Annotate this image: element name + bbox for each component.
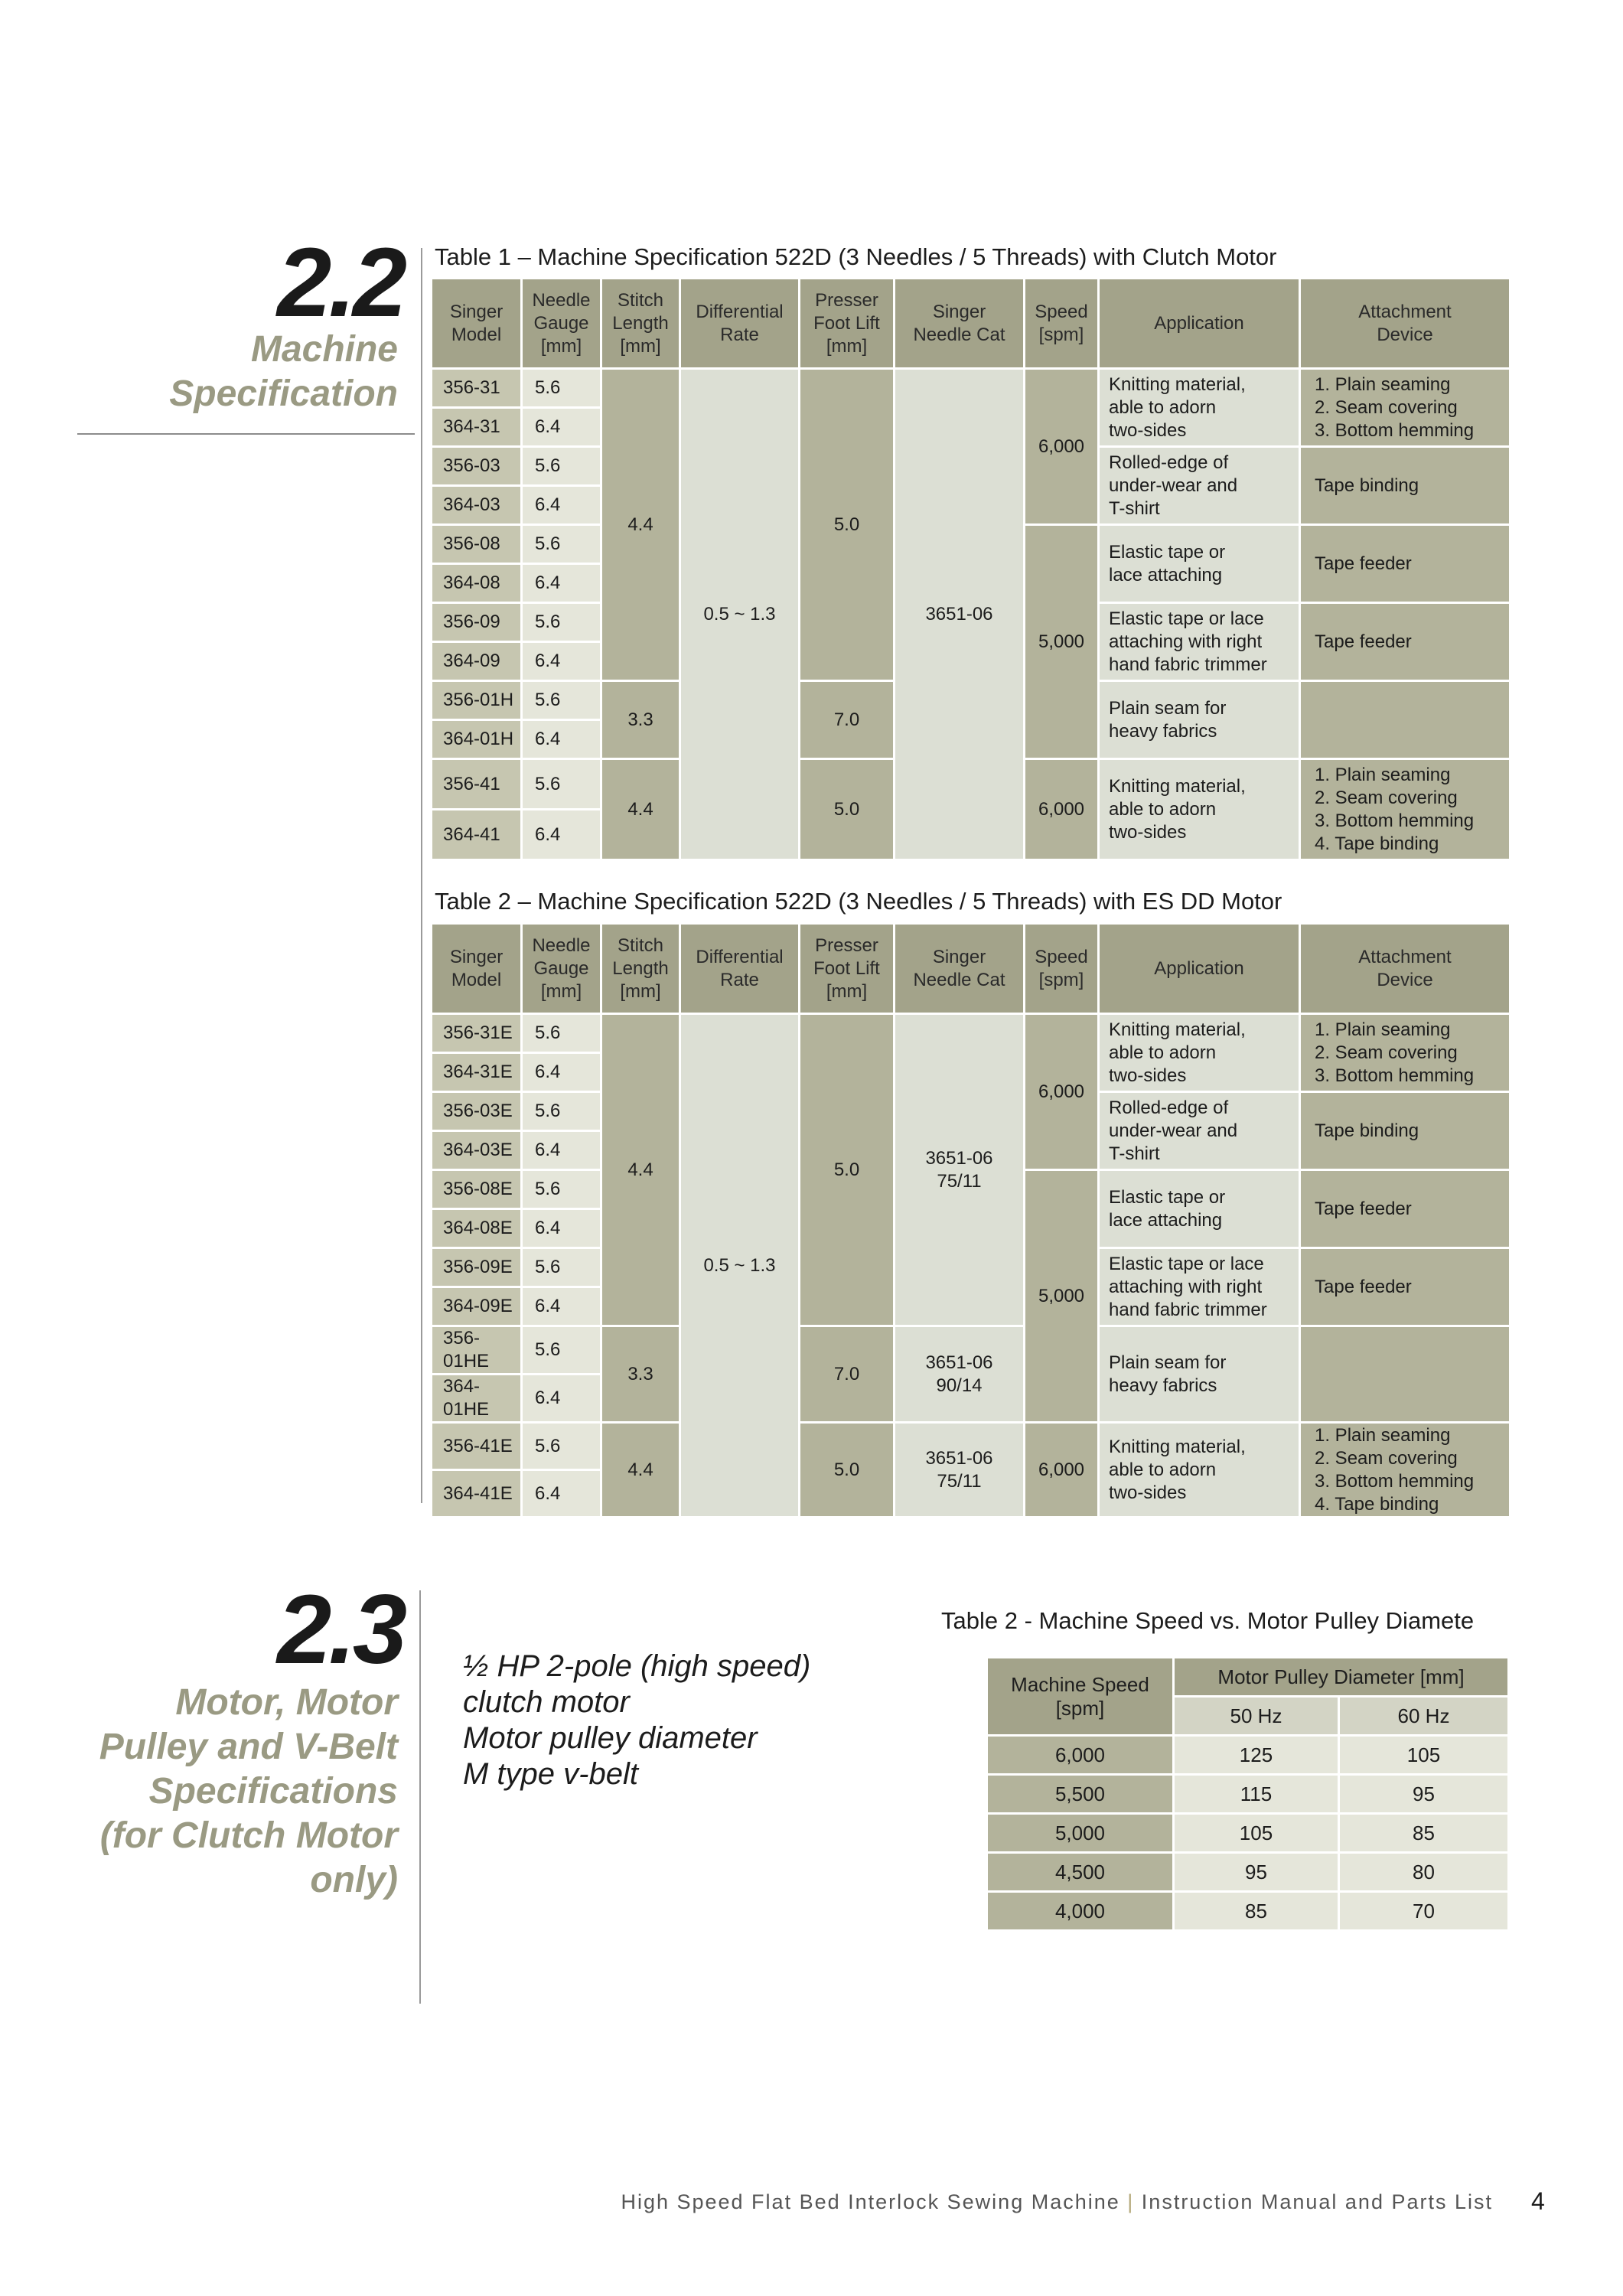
- attachment-cell: Tape binding: [1300, 1092, 1511, 1170]
- gauge-cell: 6.4: [522, 1470, 601, 1518]
- table-row: [987, 1736, 1509, 1775]
- application-cell: Knitting material, able to adorn two-sides: [1099, 1014, 1300, 1092]
- table-row: [432, 1014, 1511, 1053]
- model-cell: 356-41E: [432, 1423, 522, 1470]
- gauge-cell: 5.6: [522, 681, 601, 720]
- diff-cell: 0.5 ~ 1.3: [680, 369, 800, 860]
- hz50-cell: 95: [1174, 1853, 1339, 1892]
- model-cell: 356-09E: [432, 1248, 522, 1287]
- gauge-cell: 6.4: [522, 408, 601, 447]
- header-diff: Differential Rate: [680, 279, 800, 369]
- speed-cell: 6,000: [1025, 369, 1099, 525]
- hz60-cell: 105: [1339, 1736, 1509, 1775]
- header-speed: Speed [spm]: [1025, 279, 1099, 369]
- speed-cell: 5,500: [987, 1775, 1174, 1814]
- speed-cell: 4,000: [987, 1892, 1174, 1931]
- speed-cell: 5,000: [1025, 1170, 1099, 1423]
- model-cell: 364-09: [432, 642, 522, 681]
- table2: [430, 922, 1511, 1518]
- hz60-cell: 95: [1339, 1775, 1509, 1814]
- attachment-cell: Tape feeder: [1300, 603, 1511, 681]
- attachment-cell: Tape feeder: [1300, 525, 1511, 603]
- attachment-cell: 1. Plain seaming 2. Seam covering 3. Bottom hemming: [1300, 1014, 1511, 1092]
- gauge-cell: 5.6: [522, 603, 601, 642]
- motor-spec-text: [463, 1649, 810, 1792]
- speed-cell: 5,000: [1025, 525, 1099, 759]
- header-presser: Presser Foot Lift [mm]: [800, 279, 895, 369]
- footer-separator: |: [1119, 2190, 1142, 2213]
- table-row: [987, 1853, 1509, 1892]
- header-pulley-diameter: Motor Pulley Diameter [mm]: [1174, 1658, 1509, 1697]
- needlecat-cell: 3651-06: [895, 369, 1025, 860]
- application-cell: Elastic tape or lace attaching with right hand fabric trimmer: [1099, 603, 1300, 681]
- hz50-cell: 105: [1174, 1814, 1339, 1853]
- section-divider-2-3: [419, 1590, 421, 2004]
- footer-title: High Speed Flat Bed Interlock Sewing Machine: [621, 2190, 1120, 2213]
- table-row: [432, 1423, 1511, 1470]
- header-stitch: Stitch Length [mm]: [601, 279, 680, 369]
- table-row: [987, 1775, 1509, 1814]
- needlecat-cell: 3651-06 75/11: [895, 1014, 1025, 1326]
- model-cell: 364-01H: [432, 720, 522, 759]
- attachment-cell: [1300, 1326, 1511, 1423]
- table1-header-row: [432, 279, 1511, 369]
- stitch-cell: 4.4: [601, 759, 680, 860]
- section-title: Motor, Motor Pulley and V-Belt Specifications (for Clutch Motor only): [99, 1682, 398, 1900]
- attachment-cell: Tape binding: [1300, 447, 1511, 525]
- gauge-cell: 6.4: [522, 1209, 601, 1248]
- header-attachment: Attachment Device: [1300, 924, 1511, 1014]
- gauge-cell: 6.4: [522, 564, 601, 603]
- hz60-cell: 70: [1339, 1892, 1509, 1931]
- application-cell: Elastic tape or lace attaching: [1099, 525, 1300, 603]
- section-title: Machine Specification: [169, 329, 398, 414]
- hz60-cell: 80: [1339, 1853, 1509, 1892]
- model-cell: 364-31E: [432, 1053, 522, 1092]
- table-row: [987, 1814, 1509, 1853]
- gauge-cell: 5.6: [522, 1014, 601, 1053]
- header-presser: Presser Foot Lift [mm]: [800, 924, 895, 1014]
- application-cell: Plain seam for heavy fabrics: [1099, 1326, 1300, 1423]
- gauge-cell: 6.4: [522, 642, 601, 681]
- hz50-cell: 125: [1174, 1736, 1339, 1775]
- model-cell: 356-01H: [432, 681, 522, 720]
- section-underline: [77, 433, 415, 435]
- application-cell: Knitting material, able to adorn two-sides: [1099, 759, 1300, 860]
- stitch-cell: 3.3: [601, 1326, 680, 1423]
- header-needlecat: Singer Needle Cat: [895, 279, 1025, 369]
- gauge-cell: 6.4: [522, 1131, 601, 1170]
- speed-cell: 6,000: [1025, 1014, 1099, 1170]
- attachment-cell: Tape feeder: [1300, 1170, 1511, 1248]
- gauge-cell: 5.6: [522, 369, 601, 408]
- speed-pulley-table: [986, 1656, 1510, 1932]
- model-cell: 364-08: [432, 564, 522, 603]
- stitch-cell: 4.4: [601, 1014, 680, 1326]
- model-cell: 364-03E: [432, 1131, 522, 1170]
- section-number: 2.3: [277, 1575, 404, 1684]
- motor-line: clutch motor: [463, 1685, 630, 1719]
- header-stitch: Stitch Length [mm]: [601, 924, 680, 1014]
- gauge-cell: 5.6: [522, 1326, 601, 1375]
- model-cell: 356-03: [432, 447, 522, 486]
- motor-line: ½ HP 2-pole (high speed): [463, 1649, 811, 1683]
- gauge-cell: 6.4: [522, 1053, 601, 1092]
- section-2-2-label: [0, 230, 404, 429]
- model-cell: 356-31E: [432, 1014, 522, 1053]
- header-60hz: 60 Hz: [1339, 1697, 1509, 1736]
- gauge-cell: 6.4: [522, 810, 601, 860]
- section-divider-2-2: [421, 248, 422, 1503]
- table1: [430, 277, 1511, 861]
- needlecat-cell: 3651-06 75/11: [895, 1423, 1025, 1518]
- presser-cell: 5.0: [800, 1423, 895, 1518]
- attachment-cell: 1. Plain seaming 2. Seam covering 3. Bottom hemming 4. Tape binding: [1300, 1423, 1511, 1518]
- attachment-cell: Tape feeder: [1300, 1248, 1511, 1326]
- presser-cell: 5.0: [800, 759, 895, 860]
- header-gauge: Needle Gauge [mm]: [522, 924, 601, 1014]
- header-application: Application: [1099, 279, 1300, 369]
- footer-subtitle: Instruction Manual and Parts List: [1141, 2190, 1493, 2213]
- model-cell: 356-03E: [432, 1092, 522, 1131]
- table2-caption: Table 2 – Machine Specification 522D (3 Needles / 5 Threads) with ES DD Motor: [435, 888, 1282, 915]
- model-cell: 364-41: [432, 810, 522, 860]
- header-application: Application: [1099, 924, 1300, 1014]
- speed-cell: 4,500: [987, 1853, 1174, 1892]
- gauge-cell: 6.4: [522, 720, 601, 759]
- page-number: 4: [1531, 2187, 1545, 2215]
- gauge-cell: 6.4: [522, 486, 601, 525]
- needlecat-cell: 3651-06 90/14: [895, 1326, 1025, 1423]
- gauge-cell: 5.6: [522, 1092, 601, 1131]
- model-cell: 364-08E: [432, 1209, 522, 1248]
- model-cell: 364-31: [432, 408, 522, 447]
- presser-cell: 5.0: [800, 1014, 895, 1326]
- application-cell: Elastic tape or lace attaching: [1099, 1170, 1300, 1248]
- gauge-cell: 5.6: [522, 525, 601, 564]
- table1-caption: Table 1 – Machine Specification 522D (3 Needles / 5 Threads) with Clutch Motor: [435, 243, 1277, 270]
- model-cell: 356-09: [432, 603, 522, 642]
- application-cell: Knitting material, able to adorn two-sides: [1099, 369, 1300, 447]
- model-cell: 356-08E: [432, 1170, 522, 1209]
- model-cell: 364-09E: [432, 1287, 522, 1326]
- gauge-cell: 5.6: [522, 1170, 601, 1209]
- speed-cell: 6,000: [1025, 759, 1099, 860]
- header-50hz: 50 Hz: [1174, 1697, 1339, 1736]
- attachment-cell: 1. Plain seaming 2. Seam covering 3. Bottom hemming 4. Tape binding: [1300, 759, 1511, 860]
- hz60-cell: 85: [1339, 1814, 1509, 1853]
- section-2-3-label: [0, 1577, 404, 1913]
- table3-caption: Table 2 - Machine Speed vs. Motor Pulley Diamete: [941, 1607, 1475, 1634]
- application-cell: Rolled-edge of under-wear and T-shirt: [1099, 447, 1300, 525]
- header-model: Singer Model: [432, 279, 522, 369]
- model-cell: 356-41: [432, 759, 522, 810]
- speed-cell: 5,000: [987, 1814, 1174, 1853]
- section-number: 2.2: [277, 228, 404, 338]
- application-cell: Elastic tape or lace attaching with right hand fabric trimmer: [1099, 1248, 1300, 1326]
- hz50-cell: 115: [1174, 1775, 1339, 1814]
- header-needlecat: Singer Needle Cat: [895, 924, 1025, 1014]
- table-row: [987, 1892, 1509, 1931]
- gauge-cell: 5.6: [522, 1248, 601, 1287]
- header-speed: Speed [spm]: [1025, 924, 1099, 1014]
- gauge-cell: 6.4: [522, 1375, 601, 1423]
- model-cell: 356-08: [432, 525, 522, 564]
- header-diff: Differential Rate: [680, 924, 800, 1014]
- header-gauge: Needle Gauge [mm]: [522, 279, 601, 369]
- table-row: [432, 369, 1511, 408]
- presser-cell: 5.0: [800, 369, 895, 681]
- attachment-cell: 1. Plain seaming 2. Seam covering 3. Bottom hemming: [1300, 369, 1511, 447]
- presser-cell: 7.0: [800, 1326, 895, 1423]
- stitch-cell: 4.4: [601, 369, 680, 681]
- model-cell: 364-01HE: [432, 1375, 522, 1423]
- presser-cell: 7.0: [800, 681, 895, 759]
- model-cell: 356-31: [432, 369, 522, 408]
- application-cell: Plain seam for heavy fabrics: [1099, 681, 1300, 759]
- table-row: [432, 1326, 1511, 1375]
- diff-cell: 0.5 ~ 1.3: [680, 1014, 800, 1518]
- gauge-cell: 6.4: [522, 1287, 601, 1326]
- stitch-cell: 3.3: [601, 681, 680, 759]
- gauge-cell: 5.6: [522, 759, 601, 810]
- header-model: Singer Model: [432, 924, 522, 1014]
- model-cell: 364-03: [432, 486, 522, 525]
- model-cell: 364-41E: [432, 1470, 522, 1518]
- model-cell: 356-01HE: [432, 1326, 522, 1375]
- motor-line: Motor pulley diameter: [463, 1721, 758, 1755]
- speed-cell: 6,000: [987, 1736, 1174, 1775]
- gauge-cell: 5.6: [522, 1423, 601, 1470]
- application-cell: Rolled-edge of under-wear and T-shirt: [1099, 1092, 1300, 1170]
- hz50-cell: 85: [1174, 1892, 1339, 1931]
- header-attachment: Attachment Device: [1300, 279, 1511, 369]
- table2-header-row: [432, 924, 1511, 1014]
- motor-line: M type v-belt: [463, 1757, 638, 1791]
- gauge-cell: 5.6: [522, 447, 601, 486]
- attachment-cell: [1300, 681, 1511, 759]
- application-cell: Knitting material, able to adorn two-sides: [1099, 1423, 1300, 1518]
- stitch-cell: 4.4: [601, 1423, 680, 1518]
- footer: [621, 2190, 1493, 2214]
- header-machine-speed: Machine Speed [spm]: [987, 1658, 1174, 1736]
- speed-cell: 6,000: [1025, 1423, 1099, 1518]
